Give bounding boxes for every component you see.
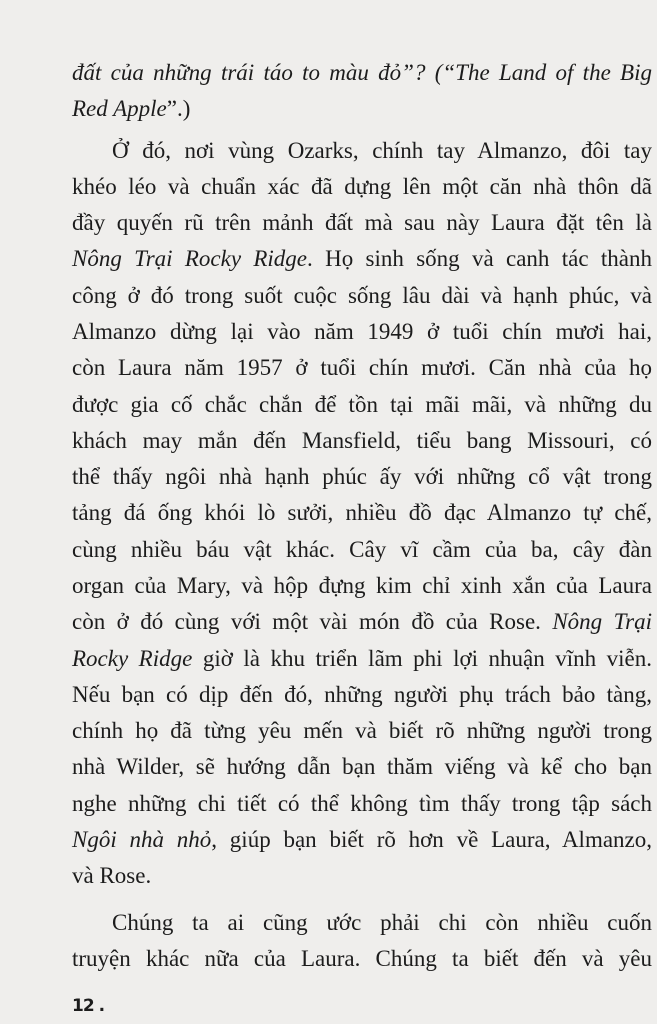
text-line (72, 281, 652, 311)
text-line (72, 353, 652, 383)
text-segment: công ở đó trong suốt cuộc sống lâu dài và hạnh phúc, và (72, 283, 652, 308)
text-line (72, 908, 652, 938)
text-line (72, 462, 652, 492)
text-segment: . Họ sinh sống và canh tác thành (307, 246, 652, 271)
italic-text: Rocky Ridge (72, 646, 193, 671)
text-segment: cùng nhiều báu vật khác. Cây vĩ cầm của ba, cây đàn (72, 537, 652, 562)
text-line (72, 789, 652, 819)
text-line (72, 535, 652, 565)
text-segment: Ở đó, nơi vùng Ozarks, chính tay Almanzo, đôi tay (112, 138, 652, 163)
text-line (72, 390, 652, 420)
text-segment: và Rose. (72, 863, 152, 888)
italic-text: Nông Trại Rocky Ridge (72, 246, 308, 271)
text-segment: truyện khác nữa của Laura. Chúng ta biết đến và yêu (72, 946, 652, 971)
text-line (72, 208, 652, 238)
italic-text: Ngôi nhà nhỏ (72, 827, 212, 852)
text-segment: đầy quyến rũ trên mảnh đất mà sau này Laura đặt tên là (72, 210, 652, 235)
text-line (72, 244, 652, 274)
text-segment: thể thấy ngôi nhà hạnh phúc ấy với những cổ vật trong (72, 464, 652, 489)
text-segment: còn ở đó cùng với một vài món đồ của Rose. (72, 609, 553, 634)
text-line (72, 680, 652, 710)
text-segment: còn Laura năm 1957 ở tuổi chín mươi. Căn nhà của họ (72, 355, 652, 380)
text-segment: Nếu bạn có dịp đến đó, những người phụ trách bảo tàng, (72, 682, 652, 707)
text-line (72, 644, 652, 674)
italic-text: Red Apple (72, 96, 167, 121)
text-segment: chính họ đã từng yêu mến và biết rõ những người trong (72, 718, 652, 743)
text-segment: organ của Mary, và hộp đựng kim chỉ xinh xắn của Laura (72, 573, 652, 598)
text-segment: khéo léo và chuẩn xác đã dựng lên một căn nhà thôn dã (72, 174, 652, 199)
text-segment: nhà Wilder, sẽ hướng dẫn bạn thăm viếng và kể cho bạn (72, 754, 652, 779)
italic-text: đất của những trái táo to màu đỏ”? (“The Land of the Big (72, 60, 652, 85)
text-segment: Chúng ta ai cũng ước phải chi còn nhiều cuốn (112, 910, 652, 935)
text-line (72, 752, 652, 782)
text-line (72, 426, 652, 456)
text-line (72, 825, 652, 855)
text-line (72, 944, 652, 974)
text-segment: giờ là khu triển lãm phi lợi nhuận vĩnh viễn. (192, 646, 652, 671)
text-line (72, 317, 652, 347)
text-segment: được gia cố chắc chắn để tồn tại mãi mãi, và những du (72, 392, 652, 417)
text-segment: , giúp bạn biết rõ hơn về Laura, Almanzo, (211, 827, 652, 852)
page-number: 12 . (72, 996, 105, 1016)
text-segment: nghe những chi tiết có thể không tìm thấy trong tập sách (72, 791, 652, 816)
text-segment: ”.) (166, 96, 191, 121)
text-segment: khách may mắn đến Mansfield, tiểu bang Missouri, có (72, 428, 652, 453)
text-line (72, 607, 652, 637)
text-line (72, 861, 652, 891)
italic-text: Nông Trại (552, 609, 652, 634)
text-segment: Almanzo dừng lại vào năm 1949 ở tuổi chín mươi hai, (72, 319, 652, 344)
text-line (72, 498, 652, 528)
text-line (72, 58, 652, 88)
text-line (72, 94, 652, 124)
text-line (72, 716, 652, 746)
text-segment: tảng đá ống khói lò sưởi, nhiều đồ đạc Almanzo tự chế, (72, 500, 652, 525)
text-line (72, 571, 652, 601)
text-line (72, 172, 652, 202)
text-line (72, 136, 652, 166)
